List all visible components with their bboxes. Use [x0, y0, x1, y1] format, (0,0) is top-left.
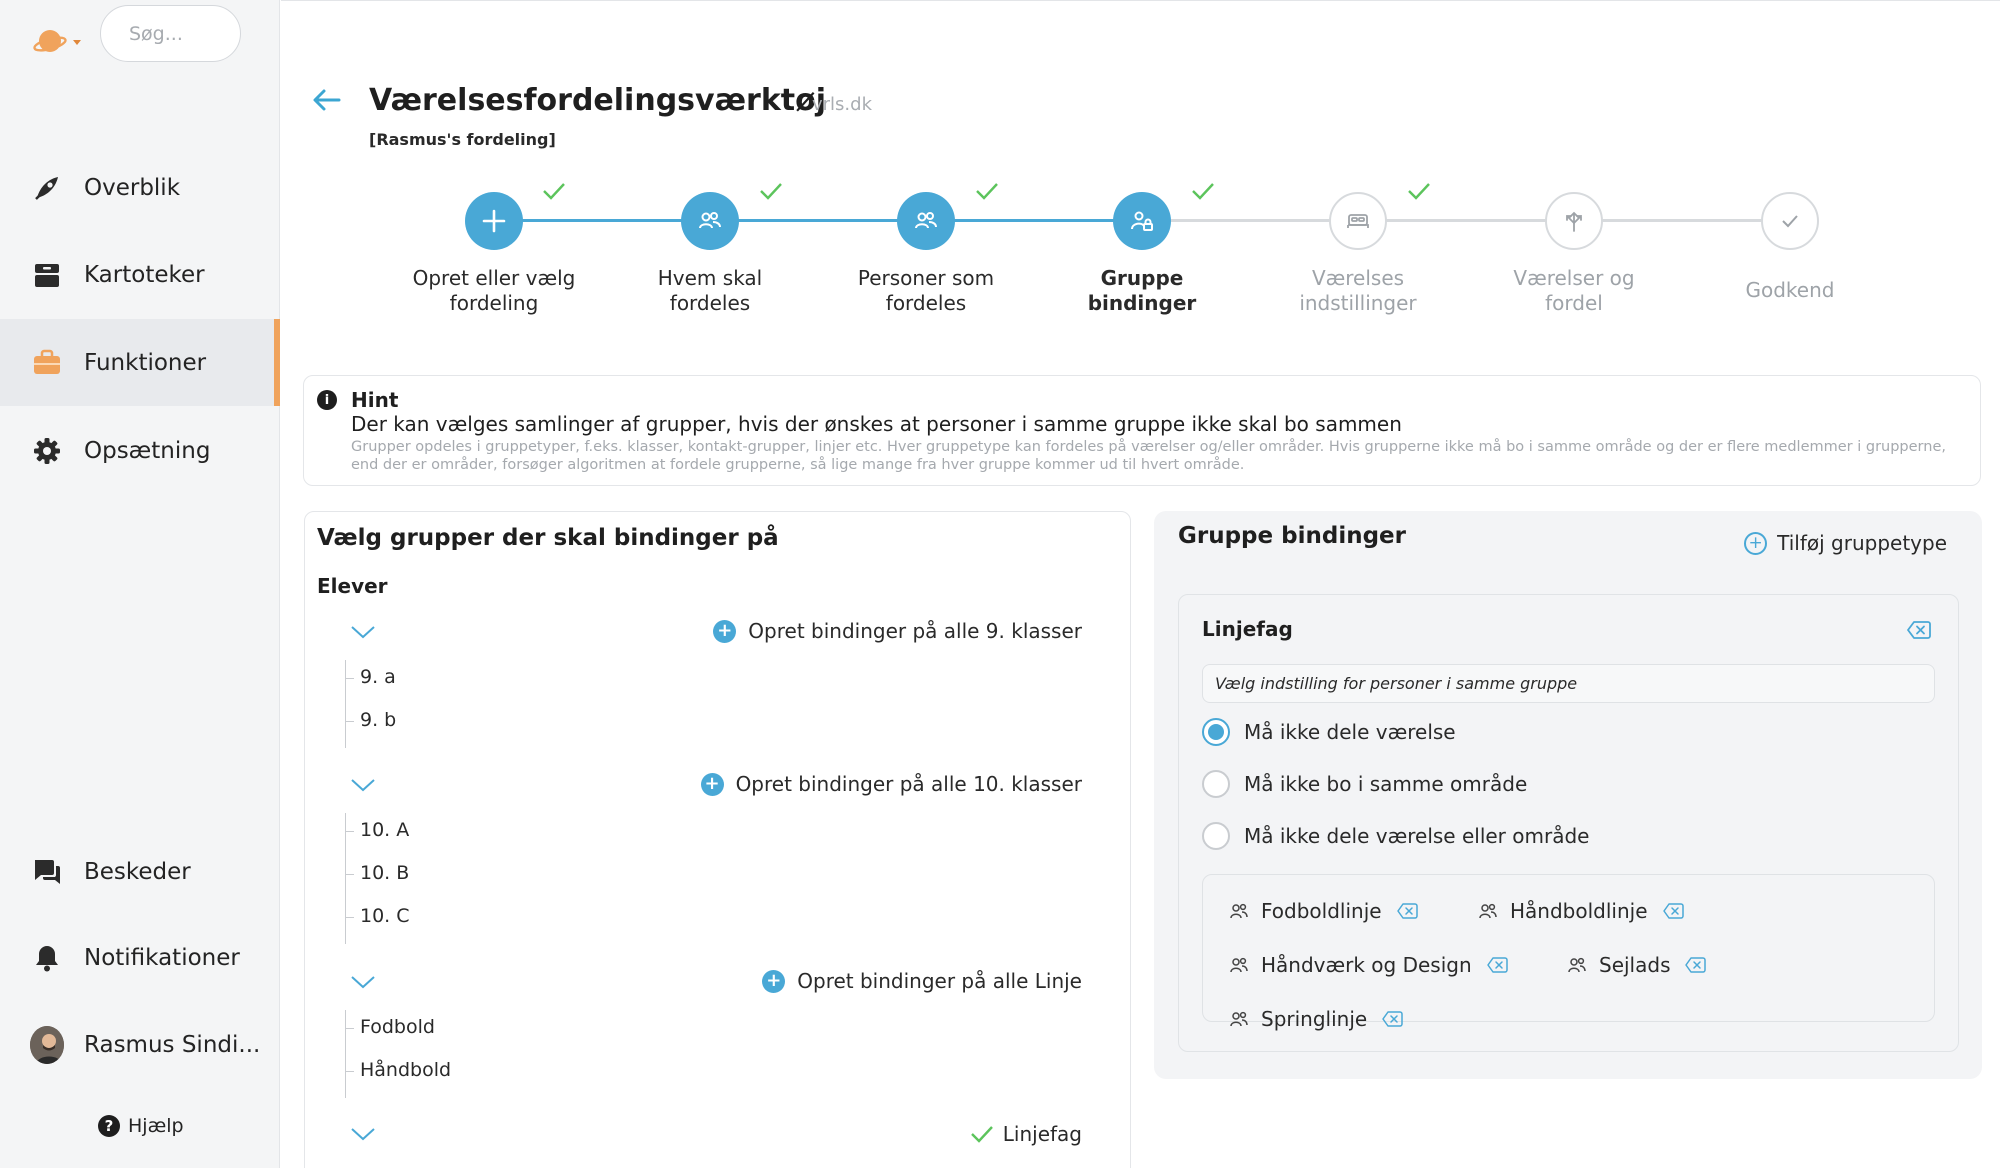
remove-icon[interactable] [1486, 956, 1508, 974]
bindings-created-indicator [969, 1122, 1082, 1146]
group-chip [1229, 953, 1508, 977]
group-chip [1229, 899, 1418, 923]
step-personer[interactable] [826, 186, 1026, 316]
nav-kartoteker-label: Kartoteker [84, 261, 205, 288]
step-hvem[interactable] [610, 186, 810, 316]
check-icon [969, 1123, 995, 1145]
section-title: Elever [317, 574, 388, 598]
nav-overblik-label: Overblik [84, 174, 181, 201]
step-gruppe-bindinger[interactable] [1042, 186, 1242, 316]
group-chip-label: Fodboldlinje [1261, 899, 1382, 923]
tree-item[interactable]: 9. b [360, 709, 397, 731]
remove-icon[interactable] [1684, 956, 1706, 974]
step-godkend[interactable] [1690, 186, 1890, 303]
tree-item[interactable]: 10. C [360, 905, 410, 927]
chat-icon [30, 855, 64, 889]
step-label: Personer som fordeles [857, 266, 995, 315]
create-bindings-button[interactable] [762, 969, 1082, 993]
delete-icon[interactable] [1906, 619, 1932, 641]
help-icon: ? [98, 1115, 120, 1137]
search-input[interactable]: Søg... [100, 5, 241, 62]
radio-label: Må ikke bo i samme område [1244, 772, 1528, 796]
remove-icon[interactable] [1381, 1010, 1403, 1028]
chevron-down-icon[interactable] [350, 776, 376, 794]
nav-overblik[interactable] [0, 144, 280, 231]
tree-line [345, 813, 346, 944]
check-icon [974, 180, 1000, 202]
check-icon [1406, 180, 1432, 202]
nav-profile[interactable] [0, 1001, 280, 1088]
group-selection-panel [304, 511, 1131, 1168]
bed-icon [1329, 192, 1387, 250]
radio-no-same-area[interactable] [1202, 770, 1527, 798]
group-bindings-panel [1154, 511, 1982, 1079]
radio-label: Må ikke dele værelse [1244, 720, 1456, 744]
tree-item[interactable]: 9. a [360, 666, 396, 688]
radio-no-shared-room[interactable] [1202, 718, 1456, 746]
remove-icon[interactable] [1396, 902, 1418, 920]
group-chip-label: Håndboldlinje [1510, 899, 1648, 923]
hint-message: Der kan vælges samlinger af grupper, hvis der ønskes at personer i samme gruppe ikke skal bo sammen [351, 412, 1402, 436]
chevron-down-icon[interactable] [350, 973, 376, 991]
nav-opsaetning[interactable] [0, 407, 280, 494]
binding-card [1178, 594, 1959, 1052]
people-icon [1229, 1010, 1249, 1028]
nav-funktioner[interactable] [0, 319, 280, 406]
domain-label: vrls.dk [812, 94, 873, 115]
plus-icon: + [701, 773, 724, 796]
back-arrow-icon[interactable] [311, 84, 343, 116]
panel-title: Gruppe bindinger [1178, 523, 1406, 549]
bindings-created-label: Linjefag [1002, 1122, 1082, 1146]
radio-button-selected [1202, 718, 1230, 746]
progress-stepper [281, 186, 2000, 316]
avatar [30, 1028, 64, 1062]
step-label: Hvem skal fordeles [657, 266, 763, 315]
check-icon [758, 180, 784, 202]
tree-item[interactable]: 10. A [360, 819, 410, 841]
hint-box [303, 375, 1981, 486]
step-label: Opret eller vælg fordeling [412, 266, 576, 315]
radio-label: Må ikke dele værelse eller område [1244, 824, 1590, 848]
people-icon [1478, 902, 1498, 920]
tree-item[interactable]: 10. B [360, 862, 410, 884]
page-subtitle: [Rasmus's fordeling] [369, 130, 556, 149]
sidebar [0, 0, 280, 1168]
hint-title: Hint [351, 388, 399, 412]
help-label: Hjælp [128, 1115, 184, 1137]
radio-button [1202, 822, 1230, 850]
create-bindings-label: Opret bindinger på alle Linje [797, 969, 1082, 993]
nav-funktioner-label: Funktioner [84, 349, 207, 376]
group-chip [1567, 953, 1706, 977]
bell-icon [30, 941, 64, 975]
group-chip-label: Springlinje [1261, 1007, 1368, 1031]
plus-icon: + [762, 970, 785, 993]
main-content [281, 0, 2000, 1168]
tree-line [345, 660, 346, 748]
nav-notifikationer-label: Notifikationer [84, 944, 240, 971]
remove-icon[interactable] [1662, 902, 1684, 920]
nav-kartoteker[interactable] [0, 231, 280, 318]
plus-icon: + [713, 620, 736, 643]
nav-beskeder-label: Beskeder [84, 858, 191, 885]
chevron-down-icon[interactable] [350, 1125, 376, 1143]
split-arrows-icon [1545, 192, 1603, 250]
create-bindings-label: Opret bindinger på alle 10. klasser [735, 772, 1082, 796]
archive-icon [30, 258, 64, 292]
group-chip [1478, 899, 1684, 923]
group-chip-label: Sejlads [1599, 953, 1671, 977]
step-label: Gruppe bindinger [1087, 266, 1197, 315]
planet-logo-icon [30, 22, 86, 62]
tree-line [345, 1010, 346, 1098]
create-bindings-label: Opret bindinger på alle 9. klasser [748, 619, 1082, 643]
page-title: Værelsesfordelingsværktøj [369, 83, 827, 118]
group-chip [1229, 1007, 1403, 1031]
people-icon [1229, 902, 1249, 920]
chevron-down-icon[interactable] [350, 623, 376, 641]
tree-item[interactable]: Fodbold [360, 1016, 435, 1038]
panel-title: Vælg grupper der skal bindinger på [317, 525, 779, 551]
check-icon [1761, 192, 1819, 250]
binding-card-title: Linjefag [1202, 617, 1293, 641]
create-bindings-button[interactable] [701, 772, 1082, 796]
people-icon [681, 192, 739, 250]
nav-opsaetning-label: Opsætning [84, 437, 211, 464]
briefcase-icon [30, 346, 64, 380]
selected-groups-box [1202, 874, 1935, 1031]
plus-icon [465, 192, 523, 250]
step-vaerelses-indstillinger[interactable] [1258, 186, 1458, 316]
help-link[interactable] [98, 1115, 184, 1137]
info-icon: i [317, 390, 337, 410]
group-chip-label: Håndværk og Design [1261, 953, 1472, 977]
logo-menu-button[interactable] [30, 22, 86, 62]
tree-item[interactable]: Håndbold [360, 1059, 452, 1081]
step-label: Godkend [1745, 278, 1835, 302]
people-icon [1229, 956, 1249, 974]
step-opret[interactable] [394, 186, 594, 316]
step-label: Værelses indstillinger [1299, 266, 1417, 315]
check-icon [1190, 180, 1216, 202]
people-icon [897, 192, 955, 250]
people-icon [1567, 956, 1587, 974]
add-group-type-button[interactable] [1744, 531, 1947, 555]
create-bindings-button[interactable] [713, 619, 1082, 643]
rocket-icon [30, 171, 64, 205]
hint-detail: Grupper opdeles i gruppetyper, f.eks. klasser, kontakt-grupper, linjer etc. Hver gruppetype kan fordeles på værelser og/eller områder. Hvis grupperne ikke må bo i samme område og der er flere medlemmer i grupperne, end der er områder, forsøger algoritmen at fordele grupperne, så lige mange fra hver gruppe kommer ud til hvert område. [351, 439, 1946, 473]
nav-profile-label: Rasmus Sindi... [84, 1031, 261, 1058]
nav-beskeder[interactable] [0, 828, 280, 915]
radio-no-room-or-area[interactable] [1202, 822, 1589, 850]
add-group-type-label: Tilføj gruppetype [1777, 531, 1947, 555]
person-lock-icon [1113, 192, 1171, 250]
step-label: Værelser og fordel [1513, 266, 1635, 315]
gear-icon [30, 434, 64, 468]
binding-setting-select[interactable]: Vælg indstilling for personer i samme gruppe [1202, 664, 1935, 703]
nav-notifikationer[interactable] [0, 914, 280, 1001]
radio-button [1202, 770, 1230, 798]
step-vaerelser-og-fordel[interactable] [1474, 186, 1674, 316]
plus-circle-icon: + [1744, 532, 1767, 555]
check-icon [541, 180, 567, 202]
